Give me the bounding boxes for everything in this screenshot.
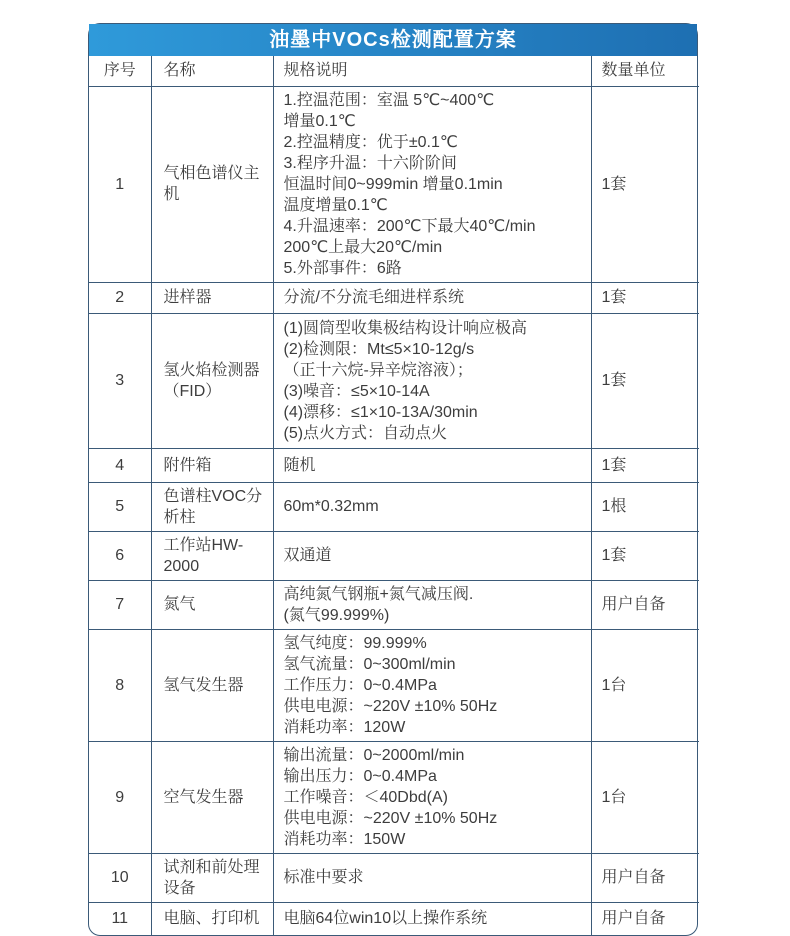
spec-line: (氮气99.999%) bbox=[283, 606, 390, 624]
item-spec-cell bbox=[273, 282, 591, 313]
item-name-cell: 附件箱 bbox=[151, 448, 273, 482]
spec-line: 分流/不分流毛细进样系统 bbox=[283, 289, 464, 306]
table-row bbox=[89, 86, 699, 282]
item-name-cell: 氢气发生器 bbox=[151, 629, 273, 741]
item-qty-cell: 用户自备 bbox=[591, 580, 699, 629]
item-qty-cell: 1套 bbox=[591, 282, 699, 313]
spec-line: 氢气纯度：99.999% bbox=[283, 634, 427, 652]
spec-line: 氢气流量：0~300ml/min bbox=[283, 655, 456, 673]
spec-line: 高纯氮气钢瓶+氮气减压阀. bbox=[283, 585, 474, 603]
table-row bbox=[89, 313, 699, 448]
spec-line: 供电电源：~220V ±10% 50Hz bbox=[283, 697, 498, 715]
row-number-cell: 2 bbox=[89, 282, 151, 313]
row-number-cell: 11 bbox=[89, 902, 151, 935]
spec-line: 输出流量：0~2000ml/min bbox=[283, 746, 465, 764]
spec-line: 消耗功率：120W bbox=[283, 718, 406, 736]
table-row bbox=[89, 448, 699, 482]
item-spec-cell bbox=[273, 531, 591, 580]
item-qty-cell: 1根 bbox=[591, 482, 699, 531]
spec-line: 双通道 bbox=[283, 547, 332, 564]
spec-line: 输出压力：0~0.4MPa bbox=[283, 767, 437, 785]
spec-line: (2)检测限：Mt≤5×10-12g/s bbox=[283, 340, 475, 358]
spec-line: 5.外部事件：6路 bbox=[283, 259, 402, 277]
item-name-cell: 电脑、打印机 bbox=[151, 902, 273, 935]
item-qty-cell: 1套 bbox=[591, 448, 699, 482]
table-row bbox=[89, 902, 699, 935]
spec-line: 供电电源：~220V ±10% 50Hz bbox=[283, 809, 498, 827]
item-qty-cell: 1台 bbox=[591, 741, 699, 853]
item-qty-cell: 用户自备 bbox=[601, 910, 666, 928]
item-name-cell: 色谱柱VOC分析柱 bbox=[151, 482, 273, 531]
item-spec-cell bbox=[273, 902, 591, 935]
spec-line: (3)噪音：≤5×10-14A bbox=[283, 382, 430, 400]
spec-line: 工作压力：0~0.4MPa bbox=[283, 676, 437, 694]
spec-line: 电脑64位win10以上操作系统 bbox=[283, 910, 488, 928]
spec-line: 随机 bbox=[283, 456, 316, 474]
item-qty-cell: 用户自备 bbox=[591, 853, 699, 902]
spec-line: 标准中要求 bbox=[283, 869, 364, 886]
spec-line: 1.控温范围：室温 5℃~400℃ bbox=[283, 91, 495, 109]
item-spec-cell bbox=[273, 86, 591, 282]
row-number-cell: 3 bbox=[89, 313, 151, 448]
spec-line: （正十六烷-异辛烷溶液）； bbox=[283, 361, 473, 379]
item-name-cell: 进样器 bbox=[151, 282, 273, 313]
item-qty-cell: 1套 bbox=[591, 531, 699, 580]
spec-line: 60m*0.32mm bbox=[283, 498, 379, 515]
header-row bbox=[89, 56, 699, 86]
item-spec-cell bbox=[273, 448, 591, 482]
item-qty-cell: 1套 bbox=[591, 313, 699, 448]
table-row bbox=[89, 741, 699, 853]
row-number-cell: 6 bbox=[89, 531, 151, 580]
table-row bbox=[89, 482, 699, 531]
table-row bbox=[89, 580, 699, 629]
table-row bbox=[89, 853, 699, 902]
item-spec-cell bbox=[273, 629, 591, 741]
row-number-cell: 4 bbox=[89, 448, 151, 482]
header-qty-unit: 数量单位 bbox=[591, 56, 699, 86]
spec-line: 200℃上最大20℃/min bbox=[283, 238, 443, 256]
item-spec-cell bbox=[273, 580, 591, 629]
item-name-cell: 气相色谱仪主机 bbox=[151, 86, 273, 282]
item-name-cell: 氮气 bbox=[151, 580, 273, 629]
item-qty-cell: 1台 bbox=[591, 629, 699, 741]
header-spec: 规格说明 bbox=[273, 56, 591, 86]
spec-line: 2.控温精度：优于±0.1℃ bbox=[283, 133, 458, 151]
header-name: 名称 bbox=[151, 56, 273, 86]
item-spec-cell bbox=[273, 482, 591, 531]
header-seq-no: 序号 bbox=[89, 56, 151, 86]
spec-line: (5)点火方式：自动点火 bbox=[283, 424, 448, 442]
row-number-cell: 5 bbox=[89, 482, 151, 531]
table-row bbox=[89, 629, 699, 741]
spec-line: 工作噪音：＜40Dbd(A) bbox=[283, 788, 448, 806]
table-row bbox=[89, 531, 699, 580]
spec-line: 恒温时间0~999min 增量0.1min bbox=[283, 175, 503, 193]
item-spec-cell bbox=[273, 741, 591, 853]
spec-table-card bbox=[88, 23, 698, 936]
table-title: 油墨中VOCs检测配置方案 bbox=[89, 24, 697, 56]
item-spec-cell bbox=[273, 313, 591, 448]
item-spec-cell bbox=[273, 853, 591, 902]
spec-line: 3.程序升温：十六阶阶间 bbox=[283, 154, 457, 172]
spec-line: (4)漂移：≤1×10-13A/30min bbox=[283, 403, 478, 421]
spec-line: 温度增量0.1℃ bbox=[283, 196, 388, 214]
spec-line: 消耗功率：150W bbox=[283, 830, 406, 848]
spec-line: 增量0.1℃ bbox=[283, 112, 356, 130]
spec-line: 4.升温速率：200℃下最大40℃/min bbox=[283, 217, 536, 235]
row-number-cell: 10 bbox=[89, 853, 151, 902]
row-number-cell: 9 bbox=[89, 741, 151, 853]
item-name-cell: 氢火焰检测器（FID） bbox=[151, 313, 273, 448]
table-row bbox=[89, 282, 699, 313]
row-number-cell: 8 bbox=[89, 629, 151, 741]
item-name-cell: 空气发生器 bbox=[151, 741, 273, 853]
item-name-cell: 工作站HW-2000 bbox=[151, 531, 273, 580]
row-number-cell: 7 bbox=[89, 580, 151, 629]
spec-line: (1)圆筒型收集极结构设计响应极高 bbox=[283, 319, 528, 337]
item-name-cell: 试剂和前处理设备 bbox=[151, 853, 273, 902]
item-qty-cell: 1套 bbox=[591, 86, 699, 282]
config-table bbox=[89, 56, 699, 935]
row-number-cell: 1 bbox=[89, 86, 151, 282]
